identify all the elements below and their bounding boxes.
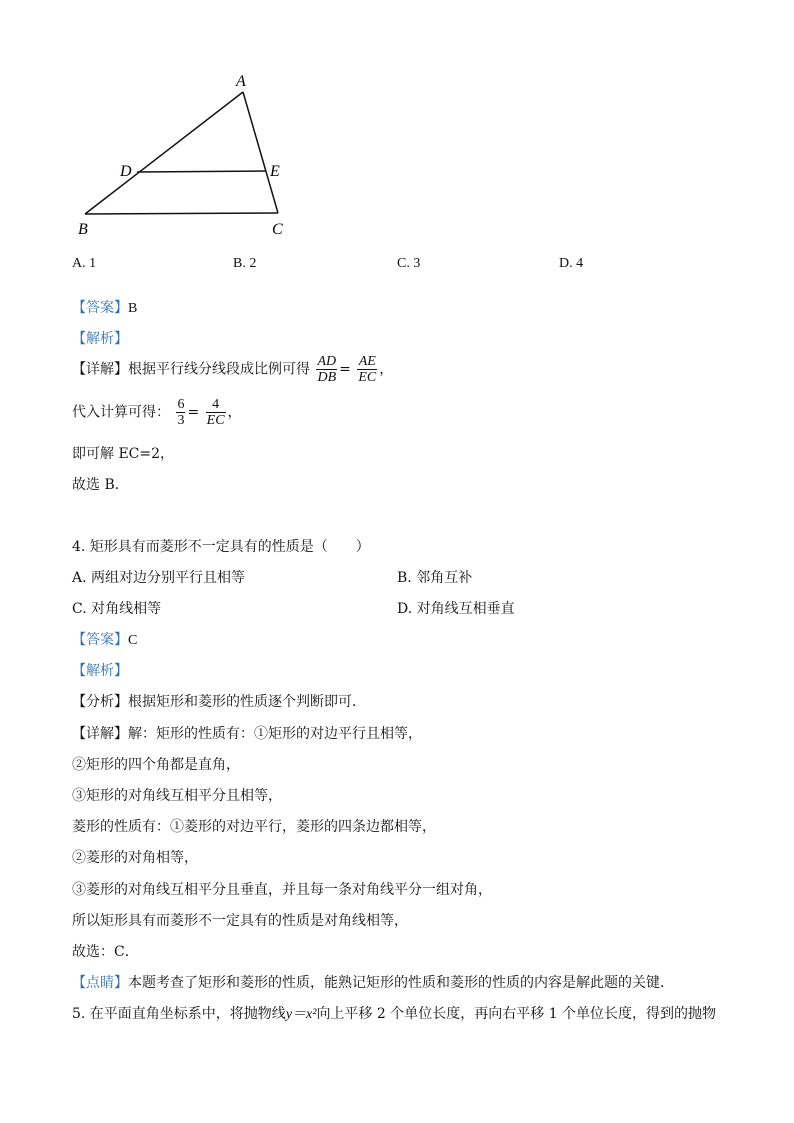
equals-sign: = xyxy=(339,361,351,378)
label-c: C xyxy=(272,221,283,238)
q4-detail-line-7: 所以矩形具有而菱形不一定具有的性质是对角线相等， xyxy=(72,913,408,929)
fraction-ae-ec xyxy=(357,354,377,385)
q4-detail-line-5: ②菱形的对角相等， xyxy=(72,850,198,866)
q5-question xyxy=(72,1003,716,1023)
frac-num: 4 xyxy=(206,397,226,413)
q3-answer xyxy=(72,297,137,317)
side-ab xyxy=(85,92,243,214)
label-d: D xyxy=(120,163,132,180)
fraction-6-3 xyxy=(176,397,185,428)
answer-value: C xyxy=(128,633,138,648)
detail-text: 解：矩形的性质有：①矩形的对边平行且相等， xyxy=(128,726,422,742)
q4-detail-line-3: ③矩形的对角线互相平分且相等， xyxy=(72,788,282,804)
fenxi-tag: 【分析】 xyxy=(72,694,128,710)
equals-sign: = xyxy=(187,404,200,421)
answer-value: B xyxy=(128,301,138,316)
frac-num: AD xyxy=(317,354,337,369)
q3-detail xyxy=(72,354,393,385)
fraction-4-ec xyxy=(206,397,226,428)
detail-text: 根据平行线分线段成比例可得 xyxy=(128,361,310,378)
answer-tag: 【答案】 xyxy=(72,632,128,648)
q4-analysis-tag: 【解析】 xyxy=(72,663,128,679)
q3-choose-line: 故选 B． xyxy=(72,477,129,493)
frac-num: 6 xyxy=(177,397,185,412)
side-ac xyxy=(243,92,278,213)
label-a: A xyxy=(236,73,246,90)
q4-detail-line-1 xyxy=(72,723,422,743)
q4-detail-line-6: ③菱形的对角线互相平分且垂直，并且每一条对角线平分一组对角， xyxy=(72,882,492,898)
q4-option-a: A. 两组对边分别平行且相等 xyxy=(72,570,246,586)
q4-detail-line-2: ②矩形的四个角都是直角， xyxy=(72,757,240,773)
frac-den: DB xyxy=(317,370,337,385)
triangle-figure xyxy=(70,68,300,243)
frac-den: 3 xyxy=(177,413,185,428)
q4-dianjing xyxy=(72,972,674,992)
side-bc xyxy=(85,213,278,214)
q4-detail-line-4: 菱形的性质有：①菱形的对边平行，菱形的四条边都相等， xyxy=(72,819,436,835)
q3-option-d: D. 4 xyxy=(559,256,584,271)
q3-substitution xyxy=(72,397,242,428)
fraction-ad-db xyxy=(316,354,337,385)
q5-prefix: 5. 在平面直角坐标系中，将抛物线 xyxy=(72,1006,286,1022)
q4-answer xyxy=(72,629,137,649)
dianjing-tag: 【点睛】 xyxy=(72,975,128,991)
q4-fenxi xyxy=(72,691,366,711)
comma: ， xyxy=(379,361,394,378)
label-b: B xyxy=(78,221,88,238)
fenxi-text: 根据矩形和菱形的性质逐个判断即可． xyxy=(128,694,366,710)
answer-tag: 【答案】 xyxy=(72,300,128,316)
label-e: E xyxy=(270,163,280,180)
substitution-text: 代入计算可得： xyxy=(72,404,170,421)
q3-solve-line: 即可解 EC=2， xyxy=(72,446,175,462)
q4-option-c: C. 对角线相等 xyxy=(72,601,162,617)
q4-detail-line-8: 故选：C． xyxy=(72,944,139,960)
dianjing-text: 本题考查了矩形和菱形的性质，能熟记矩形的性质和菱形的性质的内容是解此题的关键． xyxy=(128,975,674,991)
frac-den: EC xyxy=(358,370,377,385)
q3-analysis-tag: 【解析】 xyxy=(72,331,128,347)
frac-num: AE xyxy=(358,354,376,369)
detail-tag: 【详解】 xyxy=(72,361,128,378)
q3-option-b: B. 2 xyxy=(233,256,257,271)
segment-de xyxy=(137,171,266,172)
q3-option-a: A. 1 xyxy=(72,256,97,271)
q5-formula: y＝x² xyxy=(285,1007,317,1022)
q3-option-c: C. 3 xyxy=(397,256,421,271)
frac-den: EC xyxy=(206,413,225,428)
q5-suffix: 向上平移 2 个单位长度，再向右平移 1 个单位长度，得到的抛物 xyxy=(316,1006,717,1022)
q4-option-b: B. 邻角互补 xyxy=(397,570,473,586)
q4-option-d: D. 对角线互相垂直 xyxy=(397,601,515,617)
comma: ， xyxy=(227,404,242,421)
q4-question: 4. 矩形具有而菱形不一定具有的性质是（ ） xyxy=(72,539,370,555)
detail-tag: 【详解】 xyxy=(72,726,128,742)
